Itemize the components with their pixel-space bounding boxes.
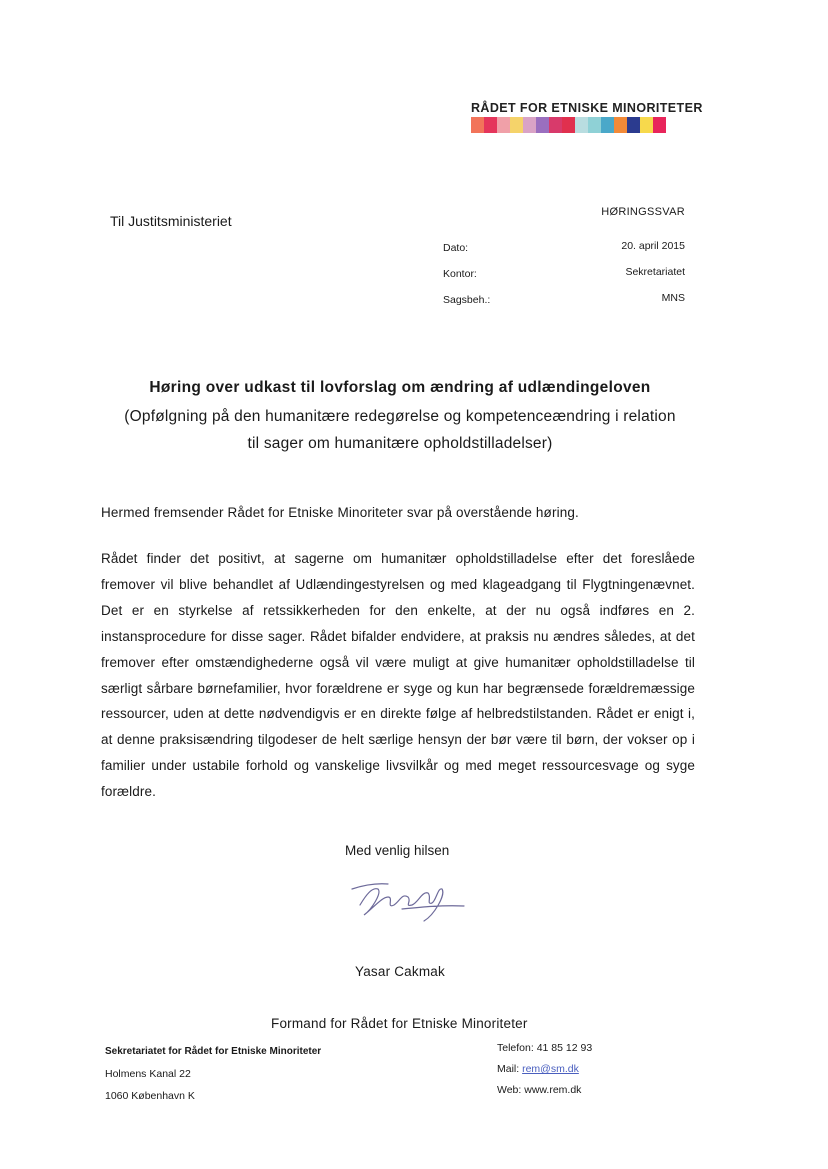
- footer-web: Web: www.rem.dk: [497, 1084, 582, 1096]
- meta-label-date: Dato:: [443, 242, 469, 254]
- intro-paragraph: Hermed fremsender Rådet for Etniske Minoriteter svar på overstående høring.: [101, 505, 579, 520]
- logo-stripe: [575, 117, 588, 133]
- logo-stripe: [627, 117, 640, 133]
- signer-title: Formand for Rådet for Etniske Minoriteter: [271, 1016, 528, 1031]
- logo-stripe: [601, 117, 614, 133]
- logo-stripe: [510, 117, 523, 133]
- heading-sub-line-1: (Opfølgning på den humanitære redegørelse og kompetenceændring i relation: [124, 408, 676, 425]
- meta-label-case-handler: Sagsbeh.:: [443, 294, 491, 306]
- footer-street: Holmens Kanal 22: [105, 1068, 191, 1080]
- body-paragraph: Rådet finder det positivt, at sagerne om humanitær opholdstilladelse efter det foreslåede fremover vil blive behandlet af Udlændingestyrelsen og med klageadgang til Flygtningenævnet. Det er en styrkelse af retssikkerheden for den enkelte, at der nu også indføres en 2. instansprocedure for disse sager. Rådet bifalder endvidere, at praksis nu ændres således, at det fremover efter omstændighederne også vil være muligt at give humanitær opholdstilladelse til særligt sårbare børnefamilier, hvor forældrene er syge og kun har begrænsede forældremæssige ressourcer, uden at dette nødvendigvis er en direkte følge af helbredstilstanden. Rådet er enigt i, at denne praksisændring tilgodeser de helt særlige hensyn der bør være til børn, der vokser op i familier under ustabile forhold og vanskelige livsvilkår og med meget ressourcesvage og syge forældre.: [101, 551, 695, 800]
- footer-mail: [497, 1063, 579, 1075]
- meta-label-office: Kontor:: [443, 268, 477, 280]
- logo-stripe: [562, 117, 575, 133]
- logo-stripe: [549, 117, 562, 133]
- closing-greeting: Med venlig hilsen: [345, 843, 450, 858]
- logo-color-stripes: [471, 117, 666, 133]
- logo-stripe: [588, 117, 601, 133]
- meta-value-case-handler: MNS: [661, 292, 685, 304]
- logo-stripe: [523, 117, 536, 133]
- logo-stripe: [471, 117, 484, 133]
- footer-mail-label: Mail:: [497, 1063, 520, 1075]
- logo-stripe: [640, 117, 653, 133]
- meta-value-office: Sekretariatet: [625, 266, 685, 278]
- heading-sub-line-2: til sager om humanitære opholdstilladelser): [247, 435, 553, 452]
- signer-name: Yasar Cakmak: [355, 964, 445, 979]
- document-type: HØRINGSSVAR: [601, 206, 685, 218]
- handwritten-signature: [342, 875, 467, 925]
- logo-stripe: [614, 117, 627, 133]
- logo-stripe: [653, 117, 666, 133]
- footer-city: 1060 København K: [105, 1090, 195, 1102]
- footer-mail-link[interactable]: rem@sm.dk: [522, 1063, 579, 1075]
- document-heading: [90, 373, 710, 457]
- recipient: Til Justitsministeriet: [110, 213, 232, 229]
- meta-value-date: 20. april 2015: [621, 240, 685, 252]
- footer-phone: Telefon: 41 85 12 93: [497, 1042, 593, 1054]
- logo-stripe: [536, 117, 549, 133]
- heading-main: Høring over udkast til lovforslag om ændring af udlændingeloven: [149, 379, 651, 396]
- logo-title: RÅDET FOR ETNISKE MINORITETER: [471, 101, 703, 115]
- footer-organization: Sekretariatet for Rådet for Etniske Minoriteter: [105, 1046, 322, 1057]
- logo-stripe: [497, 117, 510, 133]
- logo-stripe: [484, 117, 497, 133]
